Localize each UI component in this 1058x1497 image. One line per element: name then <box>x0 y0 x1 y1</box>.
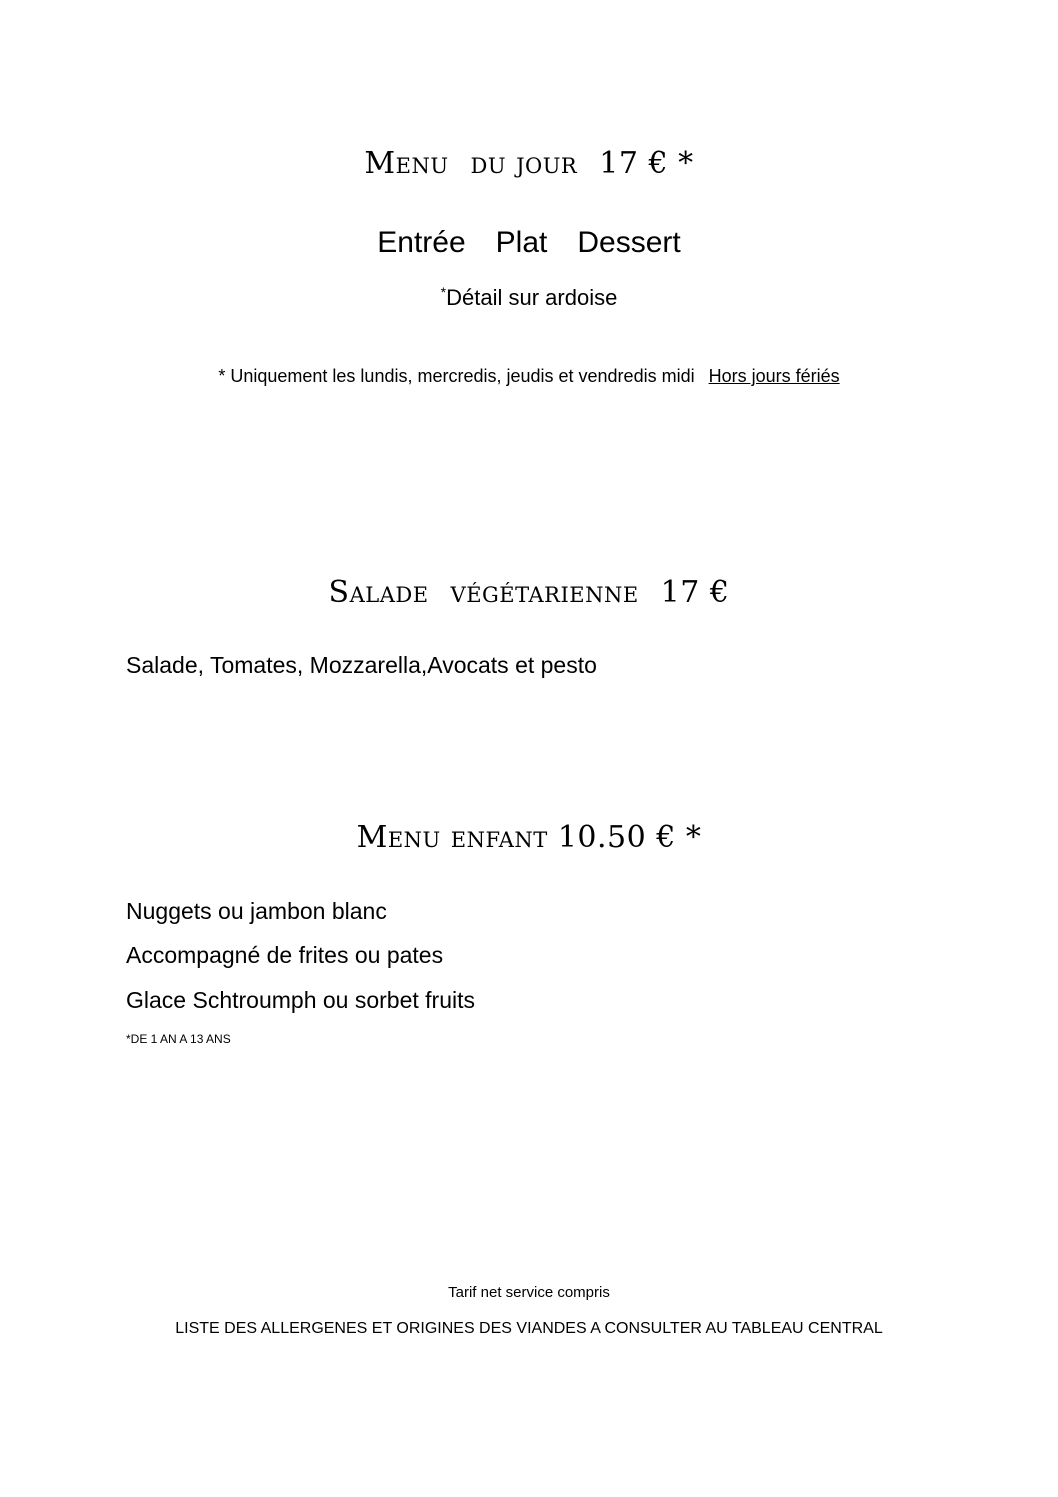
tarif-note: Tarif net service compris <box>448 1284 610 1301</box>
menu-du-jour-note <box>0 366 1058 387</box>
salade-title-b: végétarienne <box>450 575 639 610</box>
salade-price: 17 € <box>660 575 730 610</box>
menu-du-jour-title: Menu <box>364 146 449 181</box>
holiday-note-link: Hors jours fériés <box>708 366 840 386</box>
age-note: *DE 1 AN A 13 ANS <box>126 1032 231 1046</box>
menu-du-jour-detail <box>0 284 1058 311</box>
menu-du-jour-heading <box>0 146 1058 181</box>
salade-heading <box>0 575 1058 610</box>
menu-du-jour-courses <box>0 226 1058 260</box>
course-dessert: Dessert <box>577 226 681 259</box>
menu-enfant-heading: Menu enfant 10.50 € * <box>356 820 702 855</box>
note-text: * Uniquement les lundis, mercredis, jeudis et vendredis midi <box>218 366 695 386</box>
salade-description: Salade, Tomates, Mozzarella,Avocats et pesto <box>126 652 597 678</box>
detail-text: Détail sur ardoise <box>446 285 618 310</box>
detail-asterisk: * <box>440 284 447 300</box>
menu-du-jour-title-b: du jour <box>470 146 578 181</box>
menu-enfant-item: Glace Schtroumph ou sorbet fruits <box>126 987 475 1013</box>
salade-title: Salade <box>328 575 429 610</box>
menu-enfant-item: Nuggets ou jambon blanc <box>126 898 387 924</box>
menu-du-jour-price: 17 € * <box>599 146 694 181</box>
course-entree: Entrée <box>377 226 466 259</box>
course-plat: Plat <box>495 226 548 259</box>
allergen-note: LISTE DES ALLERGENES ET ORIGINES DES VIANDES A CONSULTER AU TABLEAU CENTRAL <box>175 1320 883 1337</box>
menu-enfant-item: Accompagné de frites ou pates <box>126 942 444 968</box>
